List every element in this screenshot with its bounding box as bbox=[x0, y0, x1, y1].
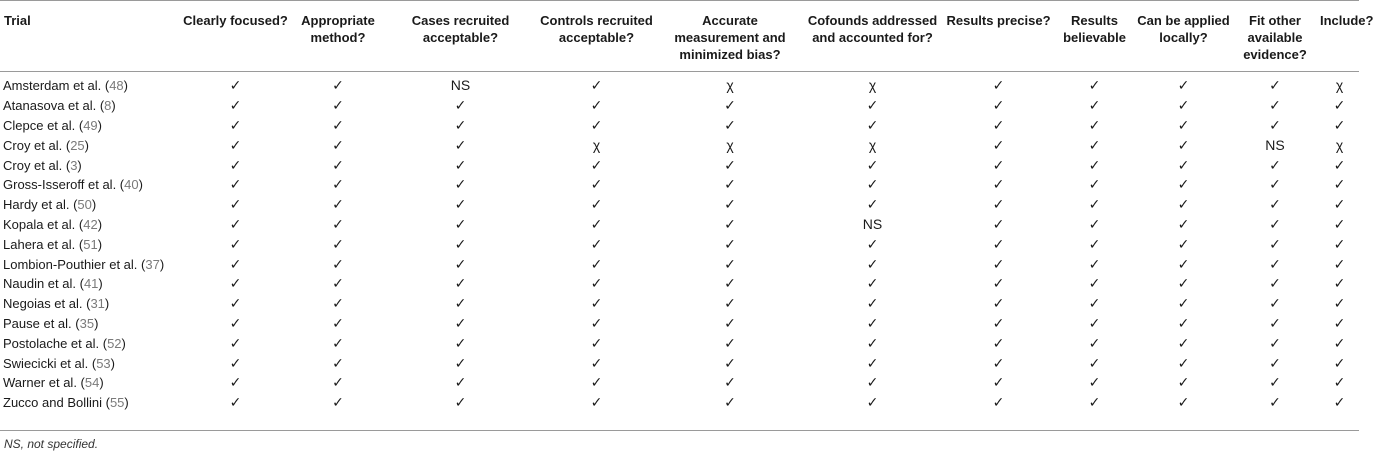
criterion-cell: ✓ bbox=[332, 295, 344, 312]
criterion-cell: ✓ bbox=[1269, 255, 1281, 272]
criterion-cell: ✓ bbox=[866, 314, 879, 331]
criterion-cell: ✓ bbox=[454, 295, 467, 312]
reference-number: 35 bbox=[79, 315, 95, 331]
criterion-cell: ✓ bbox=[1177, 334, 1190, 351]
criterion-cell: ✓ bbox=[724, 97, 736, 114]
criterion-cell: ✓ bbox=[992, 77, 1005, 94]
criterion-cell: ✓ bbox=[1088, 354, 1101, 371]
criterion-cell: ✓ bbox=[1177, 374, 1190, 391]
criterion-cell: ✓ bbox=[332, 156, 344, 173]
criterion-cell: ✓ bbox=[590, 77, 603, 94]
reference-number: 41 bbox=[83, 276, 99, 292]
col-header-fit-evidence: Fit other available evidence? bbox=[1230, 1, 1320, 72]
trial-name: Amsterdam et al. ( bbox=[3, 78, 110, 94]
trial-name: Lahera et al. ( bbox=[3, 236, 84, 252]
criterion-cell: ✓ bbox=[1177, 235, 1190, 252]
trial-cell bbox=[0, 116, 183, 136]
criterion-cell: ✓ bbox=[332, 334, 344, 351]
criterion-cell: ✓ bbox=[454, 235, 467, 252]
criterion-cell: ✓ bbox=[454, 156, 467, 173]
criterion-cell: χ bbox=[868, 136, 877, 153]
criterion-cell: ✓ bbox=[1269, 77, 1281, 94]
trial-name: Clepce et al. ( bbox=[3, 117, 84, 133]
criterion-cell: ✓ bbox=[1333, 334, 1346, 351]
criterion-cell: ✓ bbox=[1333, 374, 1346, 391]
criterion-cell: ✓ bbox=[1177, 275, 1190, 292]
trial-name: Swiecicki et al. ( bbox=[3, 355, 97, 371]
criterion-cell: ✓ bbox=[332, 176, 344, 193]
col-header-clearly-focused: Clearly focused? bbox=[183, 1, 288, 72]
criterion-cell: ✓ bbox=[590, 394, 603, 411]
criterion-cell: ✓ bbox=[724, 215, 736, 232]
criterion-cell: ✓ bbox=[724, 116, 736, 133]
criterion-cell: ✓ bbox=[332, 314, 344, 331]
criterion-cell: ✓ bbox=[866, 97, 879, 114]
table-row bbox=[0, 175, 1359, 195]
trial-name: Gross-Isseroff et al. ( bbox=[3, 177, 125, 193]
criterion-cell: ✓ bbox=[590, 176, 603, 193]
criterion-cell: NS bbox=[1265, 136, 1285, 153]
criterion-cell: ✓ bbox=[992, 374, 1005, 391]
criterion-cell: χ bbox=[726, 77, 734, 94]
criterion-cell: χ bbox=[1335, 136, 1344, 153]
criterion-cell: ✓ bbox=[332, 354, 344, 371]
criterion-cell: ✓ bbox=[1269, 215, 1281, 232]
criterion-cell: ✓ bbox=[229, 354, 242, 371]
criterion-cell: ✓ bbox=[724, 314, 736, 331]
criterion-cell: ✓ bbox=[1333, 156, 1346, 173]
criterion-cell: ✓ bbox=[1177, 116, 1190, 133]
criterion-cell: ✓ bbox=[229, 394, 242, 411]
criterion-cell: ✓ bbox=[1177, 136, 1190, 153]
reference-number: 53 bbox=[96, 355, 111, 371]
criterion-cell: ✓ bbox=[1088, 374, 1101, 391]
trial-cell bbox=[0, 96, 183, 116]
trial-cell bbox=[0, 254, 183, 274]
criterion-cell: ✓ bbox=[866, 176, 879, 193]
reference-number: 42 bbox=[83, 216, 98, 232]
criterion-cell: ✓ bbox=[332, 136, 344, 153]
criterion-cell: ✓ bbox=[454, 136, 467, 153]
trial-name: Postolache et al. ( bbox=[3, 335, 108, 351]
criterion-cell: ✓ bbox=[992, 176, 1005, 193]
reference-number: 54 bbox=[84, 375, 100, 391]
criterion-cell: ✓ bbox=[992, 255, 1005, 272]
criterion-cell: χ bbox=[1335, 77, 1344, 94]
reference-number: 49 bbox=[83, 117, 98, 133]
criterion-cell: ✓ bbox=[1269, 97, 1281, 114]
criterion-cell: ✓ bbox=[332, 77, 344, 94]
criterion-cell: ✓ bbox=[332, 196, 344, 213]
criterion-cell: ✓ bbox=[992, 314, 1005, 331]
criterion-cell: ✓ bbox=[590, 255, 603, 272]
criterion-cell: ✓ bbox=[1269, 235, 1281, 252]
criterion-cell: ✓ bbox=[590, 314, 603, 331]
criterion-cell: ✓ bbox=[1333, 275, 1346, 292]
criterion-cell: ✓ bbox=[1088, 255, 1101, 272]
criterion-cell: ✓ bbox=[1333, 354, 1346, 371]
criterion-cell: ✓ bbox=[1177, 394, 1190, 411]
criterion-cell: ✓ bbox=[1177, 77, 1190, 94]
reference-close: ) bbox=[77, 157, 82, 173]
criterion-cell: ✓ bbox=[724, 275, 736, 292]
criterion-cell: ✓ bbox=[866, 255, 879, 272]
criterion-cell: ✓ bbox=[866, 354, 879, 371]
criterion-cell: ✓ bbox=[590, 354, 603, 371]
criterion-cell: ✓ bbox=[866, 394, 879, 411]
trial-name: Croy et al. ( bbox=[3, 137, 71, 153]
criterion-cell: ✓ bbox=[1088, 314, 1101, 331]
criterion-cell: ✓ bbox=[1333, 394, 1346, 411]
criterion-cell: ✓ bbox=[454, 394, 467, 411]
table-row bbox=[0, 215, 1359, 235]
trial-name: Zucco and Bollini ( bbox=[3, 395, 110, 411]
table-row bbox=[0, 72, 1359, 96]
table-row bbox=[0, 373, 1359, 393]
trial-cell bbox=[0, 155, 183, 175]
criterion-cell: ✓ bbox=[1333, 196, 1346, 213]
criterion-cell: ✓ bbox=[454, 314, 467, 331]
criterion-cell: ✓ bbox=[1088, 116, 1101, 133]
trial-name: Lombion-Pouthier et al. ( bbox=[3, 256, 146, 272]
reference-close: ) bbox=[121, 335, 126, 351]
criterion-cell: ✓ bbox=[1088, 136, 1101, 153]
criterion-cell: ✓ bbox=[866, 275, 879, 292]
trial-cell bbox=[0, 72, 183, 96]
criterion-cell: ✓ bbox=[229, 314, 242, 331]
criterion-cell: ✓ bbox=[1333, 235, 1346, 252]
criterion-cell: ✓ bbox=[724, 255, 736, 272]
criterion-cell: ✓ bbox=[866, 374, 879, 391]
trial-cell bbox=[0, 353, 183, 373]
criterion-cell: χ bbox=[868, 77, 877, 94]
criterion-cell: ✓ bbox=[1088, 394, 1101, 411]
criterion-cell: ✓ bbox=[724, 394, 736, 411]
criterion-cell: NS bbox=[862, 215, 883, 232]
trial-name: Pause et al. ( bbox=[3, 315, 80, 331]
criterion-cell: ✓ bbox=[1269, 334, 1281, 351]
criterion-cell: ✓ bbox=[724, 354, 736, 371]
criterion-cell: ✓ bbox=[1088, 156, 1101, 173]
table-row bbox=[0, 155, 1359, 175]
criterion-cell: ✓ bbox=[1333, 255, 1346, 272]
reference-close: ) bbox=[98, 276, 103, 292]
criterion-cell: ✓ bbox=[590, 196, 603, 213]
criterion-cell: ✓ bbox=[866, 156, 879, 173]
reference-close: ) bbox=[84, 137, 89, 153]
criterion-cell: ✓ bbox=[229, 176, 242, 193]
criterion-cell: ✓ bbox=[229, 255, 242, 272]
reference-close: ) bbox=[124, 395, 129, 411]
reference-close: ) bbox=[123, 78, 129, 94]
criterion-cell: ✓ bbox=[590, 374, 603, 391]
criterion-cell: ✓ bbox=[1177, 215, 1190, 232]
footnote: NS, not specified. bbox=[4, 437, 99, 451]
col-header-appropriate-method: Appropriate method? bbox=[288, 1, 388, 72]
trial-name: Warner et al. ( bbox=[3, 375, 85, 391]
criterion-cell: ✓ bbox=[1177, 314, 1190, 331]
criterion-cell: ✓ bbox=[1177, 255, 1190, 272]
criterion-cell: ✓ bbox=[1177, 156, 1190, 173]
table-row bbox=[0, 135, 1359, 155]
criterion-cell: ✓ bbox=[1088, 235, 1101, 252]
table-row bbox=[0, 393, 1359, 416]
criterion-cell: ✓ bbox=[866, 116, 879, 133]
criterion-cell: ✓ bbox=[992, 394, 1005, 411]
criterion-cell: ✓ bbox=[1088, 77, 1101, 94]
criterion-cell: ✓ bbox=[590, 235, 603, 252]
criterion-cell: ✓ bbox=[229, 334, 242, 351]
trial-name: Naudin et al. ( bbox=[3, 276, 84, 292]
criterion-cell: ✓ bbox=[1333, 176, 1346, 193]
table-row bbox=[0, 234, 1359, 254]
reference-close: ) bbox=[138, 177, 143, 193]
trial-cell bbox=[0, 234, 183, 254]
criterion-cell: ✓ bbox=[1088, 176, 1101, 193]
criterion-cell: ✓ bbox=[866, 334, 879, 351]
reference-close: ) bbox=[97, 216, 103, 232]
criterion-cell: ✓ bbox=[454, 196, 467, 213]
criterion-cell: ✓ bbox=[229, 235, 242, 252]
col-header-cofounds-addressed: Cofounds addressed and accounted for? bbox=[800, 1, 945, 72]
criterion-cell: ✓ bbox=[454, 334, 467, 351]
reference-close: ) bbox=[104, 296, 110, 312]
criterion-cell: ✓ bbox=[590, 295, 603, 312]
trial-cell bbox=[0, 373, 183, 393]
trial-name: Negoias et al. ( bbox=[3, 296, 91, 312]
criterion-cell: ✓ bbox=[332, 255, 344, 272]
criterion-cell: ✓ bbox=[590, 97, 603, 114]
criterion-cell: ✓ bbox=[1088, 295, 1101, 312]
criterion-cell: ✓ bbox=[1088, 275, 1101, 292]
reference-close: ) bbox=[110, 355, 116, 371]
criterion-cell: ✓ bbox=[1177, 354, 1190, 371]
criterion-cell: ✓ bbox=[229, 275, 242, 292]
criterion-cell: ✓ bbox=[1177, 196, 1190, 213]
criterion-cell: ✓ bbox=[454, 176, 467, 193]
criterion-cell: ✓ bbox=[992, 196, 1005, 213]
criterion-cell: ✓ bbox=[332, 215, 344, 232]
table-row bbox=[0, 353, 1359, 373]
criterion-cell: ✓ bbox=[992, 354, 1005, 371]
reference-close: ) bbox=[91, 197, 97, 213]
reference-number: 25 bbox=[70, 137, 85, 153]
criterion-cell: ✓ bbox=[454, 215, 467, 232]
trial-cell bbox=[0, 195, 183, 215]
criterion-cell: ✓ bbox=[590, 116, 603, 133]
criterion-cell: ✓ bbox=[1088, 196, 1101, 213]
criterion-cell: ✓ bbox=[229, 97, 242, 114]
criterion-cell: ✓ bbox=[332, 235, 344, 252]
reference-number: 8 bbox=[104, 98, 112, 114]
trial-cell bbox=[0, 215, 183, 235]
criterion-cell: ✓ bbox=[1269, 314, 1281, 331]
criterion-cell: ✓ bbox=[1269, 116, 1281, 133]
criterion-cell: ✓ bbox=[454, 97, 467, 114]
trial-cell bbox=[0, 274, 183, 294]
table-row bbox=[0, 254, 1359, 274]
table-row bbox=[0, 195, 1359, 215]
reference-number: 31 bbox=[90, 296, 105, 312]
criterion-cell: ✓ bbox=[866, 235, 879, 252]
criterion-cell: ✓ bbox=[1177, 176, 1190, 193]
criterion-cell: χ bbox=[726, 136, 734, 153]
criterion-cell: ✓ bbox=[229, 116, 242, 133]
reference-close: ) bbox=[94, 315, 99, 331]
criterion-cell: ✓ bbox=[1177, 97, 1190, 114]
table-bottom-rule bbox=[0, 430, 1359, 431]
criterion-cell: ✓ bbox=[229, 196, 242, 213]
criterion-cell: ✓ bbox=[724, 295, 736, 312]
trial-cell bbox=[0, 135, 183, 155]
criterion-cell: ✓ bbox=[866, 295, 879, 312]
criterion-cell: ✓ bbox=[229, 77, 242, 94]
trial-name: Hardy et al. ( bbox=[3, 197, 78, 213]
reference-number: 40 bbox=[124, 177, 139, 193]
criterion-cell: ✓ bbox=[992, 136, 1005, 153]
reference-close: ) bbox=[97, 236, 103, 252]
criterion-cell: ✓ bbox=[724, 176, 736, 193]
criterion-cell: ✓ bbox=[454, 354, 467, 371]
criterion-cell: ✓ bbox=[724, 334, 736, 351]
reference-close: ) bbox=[111, 98, 116, 114]
criterion-cell: ✓ bbox=[1088, 334, 1101, 351]
criterion-cell: ✓ bbox=[454, 116, 467, 133]
trial-cell bbox=[0, 314, 183, 334]
criterion-cell: ✓ bbox=[1333, 295, 1346, 312]
criterion-cell: ✓ bbox=[1177, 295, 1190, 312]
criterion-cell: ✓ bbox=[992, 295, 1005, 312]
reference-number: 37 bbox=[145, 256, 160, 272]
criterion-cell: ✓ bbox=[724, 235, 736, 252]
criterion-cell: ✓ bbox=[590, 334, 603, 351]
criterion-cell: ✓ bbox=[229, 156, 242, 173]
criterion-cell: ✓ bbox=[724, 374, 736, 391]
criterion-cell: ✓ bbox=[1088, 97, 1101, 114]
col-header-results-precise: Results precise? bbox=[945, 1, 1052, 72]
criterion-cell: ✓ bbox=[454, 374, 467, 391]
table-row bbox=[0, 333, 1359, 353]
criterion-cell: ✓ bbox=[229, 215, 242, 232]
col-header-include: Include? bbox=[1320, 1, 1359, 72]
reference-number: 50 bbox=[77, 197, 92, 213]
criterion-cell: ✓ bbox=[454, 255, 467, 272]
col-header-cases-recruited: Cases recruited acceptable? bbox=[388, 1, 533, 72]
criterion-cell: ✓ bbox=[1333, 116, 1346, 133]
criterion-cell: ✓ bbox=[992, 275, 1005, 292]
criterion-cell: ✓ bbox=[1269, 374, 1281, 391]
criterion-cell: χ bbox=[592, 136, 601, 153]
reference-close: ) bbox=[97, 117, 103, 133]
criterion-cell: ✓ bbox=[590, 275, 603, 292]
header-row bbox=[0, 1, 1359, 72]
table-row bbox=[0, 116, 1359, 136]
reference-number: 52 bbox=[107, 335, 122, 351]
trial-cell bbox=[0, 393, 183, 416]
criterion-cell: ✓ bbox=[332, 97, 344, 114]
trial-cell bbox=[0, 294, 183, 314]
table-row bbox=[0, 96, 1359, 116]
criterion-cell: ✓ bbox=[1269, 295, 1281, 312]
table-row bbox=[0, 274, 1359, 294]
criterion-cell: ✓ bbox=[1269, 156, 1281, 173]
criterion-cell: ✓ bbox=[1269, 196, 1281, 213]
col-header-results-believable: Results believable bbox=[1052, 1, 1137, 72]
criterion-cell: ✓ bbox=[1269, 275, 1281, 292]
criterion-cell: ✓ bbox=[332, 116, 344, 133]
criterion-cell: ✓ bbox=[992, 215, 1005, 232]
col-header-trial: Trial bbox=[0, 1, 183, 72]
trial-name: Kopala et al. ( bbox=[3, 216, 84, 232]
criterion-cell: ✓ bbox=[229, 374, 242, 391]
criterion-cell: ✓ bbox=[992, 116, 1005, 133]
criterion-cell: ✓ bbox=[1088, 215, 1101, 232]
table-row bbox=[0, 314, 1359, 334]
reference-close: ) bbox=[99, 375, 104, 391]
criterion-cell: ✓ bbox=[1269, 354, 1281, 371]
criterion-cell: ✓ bbox=[724, 196, 736, 213]
trial-name: Atanasova et al. ( bbox=[3, 98, 105, 114]
criterion-cell: ✓ bbox=[866, 196, 879, 213]
trial-cell bbox=[0, 175, 183, 195]
criterion-cell: ✓ bbox=[229, 136, 242, 153]
trial-cell bbox=[0, 333, 183, 353]
criterion-cell: ✓ bbox=[992, 334, 1005, 351]
criterion-cell: ✓ bbox=[992, 156, 1005, 173]
reference-number: 51 bbox=[83, 236, 98, 252]
criterion-cell: ✓ bbox=[992, 235, 1005, 252]
criterion-cell: ✓ bbox=[229, 295, 242, 312]
table-row bbox=[0, 294, 1359, 314]
criterion-cell: ✓ bbox=[1333, 97, 1346, 114]
criterion-cell: ✓ bbox=[724, 156, 736, 173]
reference-number: 3 bbox=[70, 157, 78, 173]
criterion-cell: NS bbox=[450, 77, 471, 94]
criterion-cell: ✓ bbox=[590, 156, 603, 173]
col-header-applied-locally: Can be applied locally? bbox=[1137, 1, 1230, 72]
criterion-cell: ✓ bbox=[1333, 314, 1346, 331]
criterion-cell: ✓ bbox=[454, 275, 467, 292]
criterion-cell: ✓ bbox=[1269, 394, 1281, 411]
reference-number: 55 bbox=[109, 395, 125, 411]
table-body bbox=[0, 72, 1359, 416]
criterion-cell: ✓ bbox=[332, 275, 344, 292]
trial-name: Croy et al. ( bbox=[3, 157, 71, 173]
criterion-cell: ✓ bbox=[1269, 176, 1281, 193]
criterion-cell: ✓ bbox=[332, 394, 344, 411]
criterion-cell: ✓ bbox=[590, 215, 603, 232]
reference-number: 48 bbox=[109, 78, 124, 94]
criterion-cell: ✓ bbox=[1333, 215, 1346, 232]
criterion-cell: ✓ bbox=[992, 97, 1005, 114]
criterion-cell: ✓ bbox=[332, 374, 344, 391]
col-header-accurate-measurement: Accurate measurement and minimized bias? bbox=[660, 1, 800, 72]
col-header-controls-recruited: Controls recruited acceptable? bbox=[533, 1, 660, 72]
reference-close: ) bbox=[159, 256, 165, 272]
